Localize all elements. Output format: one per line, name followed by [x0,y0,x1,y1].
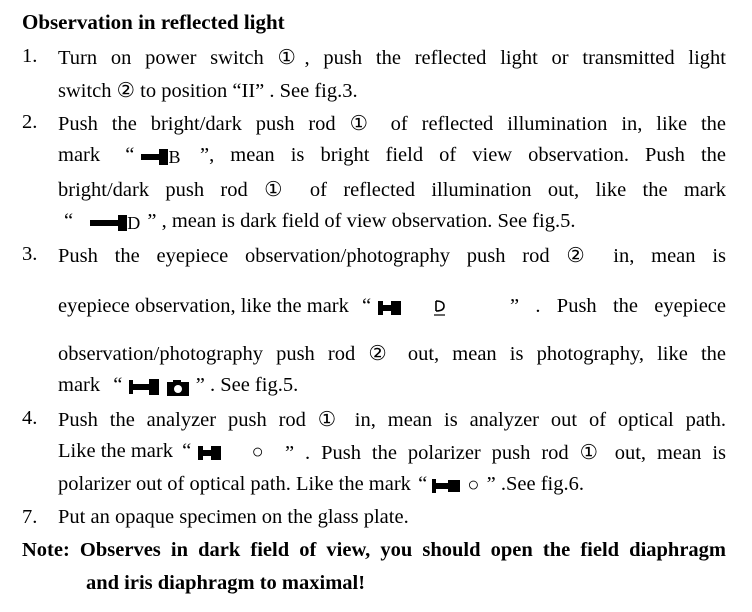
item-2-line-4-text: ” , mean is dark field of view observation. See fig.5. [147,210,576,232]
item-4-line-1: Push the analyzer push rod ① in, mean is analyzer out of optical path. [58,409,726,431]
analyzer-rod-icon [198,440,263,464]
item-4-line-2 [58,440,266,464]
item-number: 3. [22,243,38,265]
bright-field-symbol-b: B [168,146,181,167]
eyepiece-observation-icon [378,296,447,319]
quote-open: “ [113,374,123,396]
analyzer-circle-icon: ○ [251,441,264,464]
item-2-line-2 [58,144,183,168]
item-3-line-4 [58,374,298,398]
dark-field-symbol-d: D [127,212,141,233]
note-line-1: Note: Observes in dark field of view, you should open the field diaphragm [22,539,726,561]
item-2-line-4 [58,210,575,234]
item-1-line-2: switch ② to position “II” . See fig.3. [58,80,358,102]
item-4-line-3-text: polarizer out of optical path. Like the mark [58,473,411,495]
item-2-line-1: Push the bright/dark push rod ① of reflected illumination in, like the [58,113,726,135]
quote-open: “ [64,210,74,232]
quote-open: “ [125,144,135,166]
item-3-line-1: Push the eyepiece observation/photography push rod ② in, mean is [58,245,726,267]
note-line-2: and iris diaphragm to maximal! [86,572,366,594]
item-2-line-3: bright/dark push rod ① of reflected illumination out, like the mark [58,179,726,201]
quote-open: “ [418,473,428,495]
photography-rod-icon [129,375,188,398]
item-3-line-2 [58,295,449,319]
item-3-line-4-text: ” . See fig.5. [195,374,299,396]
eye-icon [433,299,447,317]
section-title: Observation in reflected light [22,10,285,34]
item-3-line-3: observation/photography push rod ② out, mean is photography, like the [58,343,726,365]
item-7-line-1: Put an opaque specimen on the glass plate. [58,506,409,528]
item-2-mark-label: mark [58,144,101,166]
camera-icon [167,379,189,395]
item-4-line-3-end: ” .See fig.6. [486,473,584,495]
item-number: 1. [22,45,38,67]
item-4-line-2-rest: ” . Push the polarizer push rod ① out, mean is [285,442,726,464]
item-4-line-2-label: Like the mark [58,440,173,462]
item-number: 7. [22,506,38,528]
item-4-line-3 [58,473,584,497]
item-number: 2. [22,111,38,133]
quote-open: “ [182,440,192,462]
dark-field-rod-icon [90,211,140,234]
item-number: 4. [22,407,38,429]
polarizer-circle-icon: ○ [467,474,480,497]
quote-open: “ [362,295,372,317]
item-2-line-2-rest: ”, mean is bright field of view observation. Push the [200,144,726,166]
item-3-line-2-rest: ” . Push the eyepiece [510,295,726,317]
item-3-mark-label: mark [58,374,101,396]
item-3-line-2-text: eyepiece observation, like the mark [58,295,349,317]
polarizer-rod-icon [432,473,479,497]
bright-field-rod-icon [141,145,180,168]
item-1-line-1: Turn on power switch ①, push the reflected light or transmitted light [58,47,726,69]
